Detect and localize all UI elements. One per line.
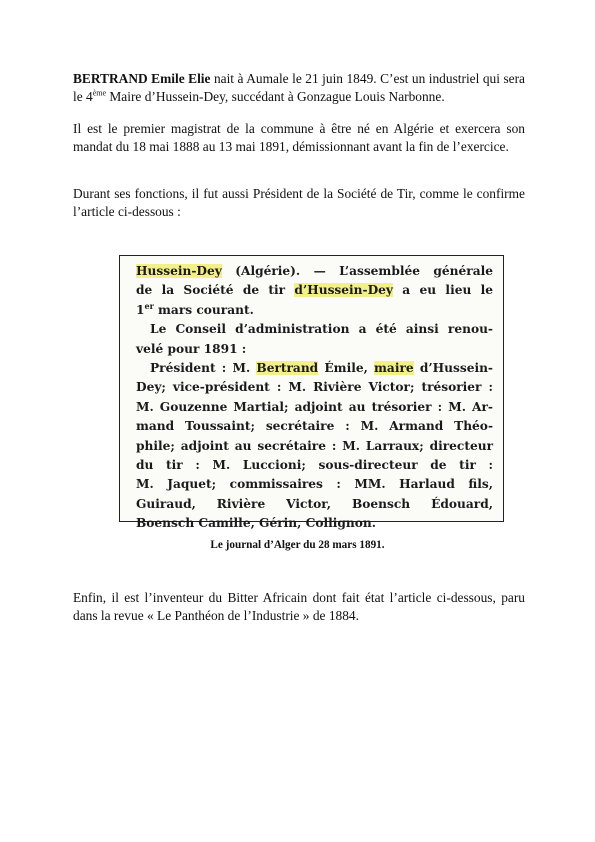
newspaper-clipping (119, 255, 504, 531)
clipping-line: du tir : M. Luccioni; sous-directeur de tir : (136, 458, 493, 473)
intro-text-b: Maire d’Hussein-Dey, succédant à Gonzague Louis Narbonne. (106, 89, 445, 104)
highlight-maire: maire (374, 361, 414, 376)
clipping-text: Président : M. (150, 361, 257, 376)
clipping-line (136, 281, 493, 300)
clipping-line: Guiraud, Rivière Victor, Boensch Édouard, (136, 496, 493, 511)
clipping-caption: Le journal d’Alger du 28 mars 1891. (210, 539, 385, 551)
clipping-line: M. Gouzenne Martial; adjoint au trésorier : M. Ar- (136, 399, 493, 414)
clipping-text: d’Hussein- (413, 361, 493, 376)
paragraph-mandate: Il est le premier magistrat de la commune à être né en Algérie et exercera son mandat du 18 mai 1888 au 13 mai 1891, démissionnant avant la fin de l’exercice. (73, 121, 525, 154)
person-name: BERTRAND Emile Elie (73, 71, 211, 86)
clipping-text: Émile, (318, 361, 375, 376)
clipping-text: (Algérie). — L’assemblée générale (221, 264, 493, 278)
highlight-bertrand: Bertrand (256, 361, 319, 376)
intro-text-a: nait à Aumale le 21 juin 1849. C’est un industriel qui sera le 4 (73, 71, 525, 104)
clipping-line: Boensch Camille, Gérin, Collignon. (136, 516, 376, 531)
paragraph-intro (73, 70, 525, 106)
paragraph-societe-tir: Durant ses fonctions, il fut aussi Président de la Société de Tir, comme le confirme l’article ci-dessous : (73, 186, 525, 219)
clipping-line: mand Toussaint; secrétaire : M. Armand Théo- (136, 419, 493, 434)
clipping-superscript: er (144, 300, 154, 311)
clipping-line (136, 301, 493, 320)
clipping-line: velé pour 1891 : (136, 341, 247, 356)
clipping-line: Le Conseil d’administration a été ainsi renou- (150, 322, 493, 337)
ordinal-superscript: ème (92, 88, 107, 98)
clipping-line (136, 262, 493, 281)
clipping-line: phile; adjoint au secrétaire : M. Larraux; directeur (136, 438, 493, 453)
paragraph-bitter-africain: Enfin, il est l’inventeur du Bitter Africain dont fait état l’article ci-dessous, paru dans la revue « Le Panthéon de l’Industrie » de 1884. (73, 590, 525, 623)
highlight-hussein-dey: Hussein-Dey (136, 264, 222, 278)
clipping-line: M. Jaquet; commissaires : MM. Harlaud fils, (136, 477, 493, 492)
highlight-hussein-dey-2: d’Hussein-Dey (294, 283, 393, 298)
clipping-line (136, 359, 493, 378)
clipping-line: Dey; vice-président : M. Rivière Victor; trésorier : (136, 380, 493, 395)
clipping-text: a eu lieu le (393, 283, 493, 298)
clipping-text: de la Société de tir (136, 283, 295, 298)
clipping-text: mars courant. (153, 302, 254, 317)
clipping-text: 1 (136, 302, 145, 317)
